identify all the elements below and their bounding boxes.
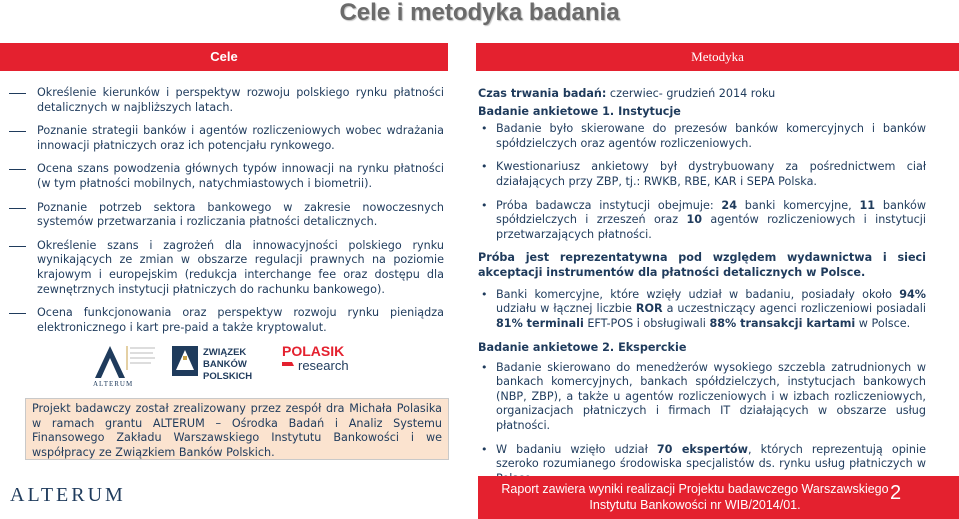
svg-text:ALTERUM: ALTERUM (93, 380, 134, 388)
ankietowe1-heading: Badanie ankietowe 1. Instytucje (478, 104, 681, 118)
svg-text:POLSKICH: POLSKICH (203, 371, 253, 382)
list-item: • Próba badawcza instytucji obejmuje: 24 banki komercyjne, 11 banków spółdzielczych i zrzeszeń oraz 10 agentów rozliczeniowych i instytucji przetwarzających płatności. (481, 198, 926, 241)
svg-text:POLASIK: POLASIK (282, 343, 345, 359)
page-number: 2 (890, 482, 902, 504)
list-item: • Kwestionariusz ankietowy był dystrybuowany za pośrednictwem ciał działających przy ZBP, tj.: RWKB, RBE, KAR i SEPA Polska. (481, 160, 926, 188)
cele-header: Cele (0, 43, 448, 71)
svg-text:BANKÓW: BANKÓW (203, 359, 247, 370)
bullet-icon: • (481, 287, 488, 301)
alterum-logo (75, 338, 165, 388)
list-item: • Banki komercyjne, które wzięły udział w badaniu, posiadały około 94% udziału w łącznej liczbie ROR a uczestniczący agenci rozliczeniowi posiadali 81% terminali EFT-POS i obsługiwali 88% transakcji kartami w Polsce. (481, 287, 926, 330)
bullet-icon: • (481, 160, 488, 174)
dash-icon (9, 208, 26, 209)
zbp-logo (170, 340, 265, 390)
metodyka-header: Metodyka (476, 43, 959, 71)
ankietowe1-list-2 (478, 288, 926, 332)
dash-icon (9, 246, 26, 247)
list-item: Poznanie potrzeb sektora bankowego w zakresie nowoczesnych systemów przetwarzania i rozliczania płatności detalicznych. (0, 201, 448, 230)
list-item: • Badanie było skierowane do prezesów banków komercyjnych i banków spółdzielczych oraz agentów rozliczeniowych. (481, 122, 926, 150)
czas-trwania: Czas trwania badań: czerwiec- grudzień 2014 roku (478, 87, 776, 100)
svg-text:ZWIĄZEK: ZWIĄZEK (203, 347, 247, 358)
footer-text: Raport zawiera wyniki realizacji Projektu badawczego Warszawskiego Instytutu Bankowości nr WIB/2014/01. (501, 482, 889, 512)
polasik-research-logo (282, 342, 392, 376)
ankietowe1-list (478, 122, 926, 242)
svg-text:research: research (298, 358, 349, 373)
partner-logos (60, 330, 440, 390)
metodyka-section (478, 87, 926, 340)
list-item: • Badanie skierowano do menedżerów wysokiego szczebla zatrudnionych w bankach komercyjnych, bankach spółdzielczych, instytucjach bankowych (NBP, ZBP), a także u agentów rozliczeniowych i w izbach rozliczeniowych, organizacjach płatniczych i firmach IT działających w obszarze usług płatności. (481, 360, 926, 432)
ankietowe2-heading: Badanie ankietowe 2. Eksperckie (478, 341, 687, 354)
dash-icon (9, 93, 26, 94)
list-item: Określenie szans i zagrożeń dla innowacyjności polskiego rynku wynikających ze zmian w obszarze regulacji prawnych na poziomie krajowym i europejskim (redukcja interchange fee oraz dostępu dla zewnętrznych instytucji płatniczych do rachunku bankowego). (0, 239, 448, 297)
dash-icon (9, 169, 26, 170)
cele-list (0, 86, 448, 344)
bullet-icon: • (481, 360, 488, 374)
list-item: Ocena szans powodzenia głównych typów innowacji na rynku płatności (w tym płatności mobilnych, natychmiastowych i biometrii). (0, 162, 448, 191)
dash-icon (9, 313, 26, 314)
bullet-icon: • (481, 122, 488, 136)
page-title: Cele i metodyka badania (339, 0, 620, 26)
ankietowe2-list (478, 361, 926, 487)
project-info-box: Projekt badawczy został zrealizowany przez zespół dra Michała Polasika w ramach grantu ALTERUM – Ośrodka Badań i Analiz Systemu Finansowego Zakładu Warszawskiego Instytutu Bankowości i we współpracy ze Związkiem Banków Polskich. (25, 398, 449, 460)
list-item: Ocena funkcjonowania oraz perspektyw rozwoju rynku pieniądza elektronicznego i kart pre-paid a także kryptowalut. (0, 306, 448, 335)
proba-statement: Próba jest reprezentatywna pod względem wydawnictwa i sieci akceptacji instrumentów dla płatności detalicznych w Polsce. (478, 251, 926, 279)
bullet-icon: • (481, 442, 488, 456)
ankietowe2-section (478, 341, 926, 495)
list-item: Określenie kierunków i perspektyw rozwoju polskiego rynku płatności detalicznych w najbliższych latach. (0, 86, 448, 115)
dash-icon (9, 131, 26, 132)
list-item: Poznanie strategii banków i agentów rozliczeniowych wobec wdrażania innowacji płatniczych oraz ich potencjału rynkowego. (0, 124, 448, 153)
alterum-footer-logo: ALTERUM (10, 484, 126, 506)
bullet-icon: • (481, 198, 488, 212)
list-item: • W badaniu wzięło udział 70 ekspertów, których reprezentują opinie szeroko rozumianego środowiska specjalistów ds. rynku usług płatniczych w (481, 442, 926, 471)
